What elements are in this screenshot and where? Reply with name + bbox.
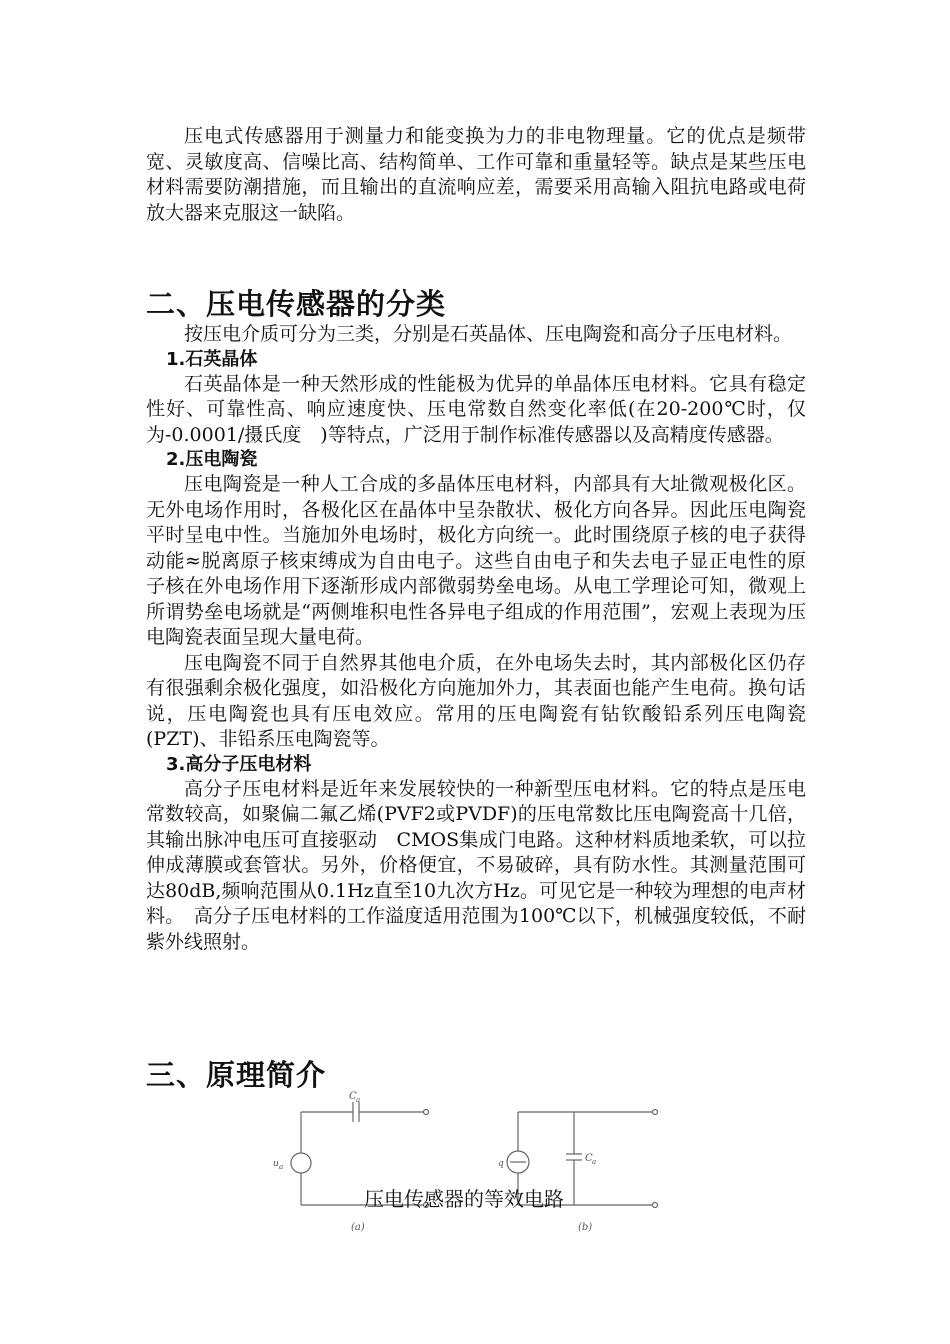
ua-label: u (273, 1159, 279, 1169)
intro-paragraph: 压电式传感器用于测量力和能变换为力的非电物理量。它的优点是频带宽、灵敏度高、信噪比高、结构简单、工作可靠和重量轻等。缺点是某些压电材料需要防潮措施，而且输出的直流响应差，需要采用高输入阻抗电路或电荷放大器来克服这一缺陷。 (146, 125, 806, 224)
sub3-paragraph: 高分子压电材料是近年来发展较快的一种新型压电材料。它的特点是压电常数较高，如聚偏二氟乙烯(PVF2或PVDF)的压电常数比压电陶瓷高十几倍，其输出脉冲电压可直接驱动 CMOS集成门电路。这种材料质地柔软，可以拉伸成薄膜或套管状。另外，价格便宜，不易破碎，具有防水性。其测量范围可达80dB,频响范围从0.1Hz直至10九次方Hz。可见它是一种较为理想的电声材料。 高分子压电材料的工作溢度适用范围为100℃以下，机械强度较低，不耐紫外线照射。 (146, 777, 806, 953)
sub2-paragraph1: 压电陶瓷是一种人工合成的多晶体压电材料，内部具有大址微观极化区。无外电场作用时，各极化区在晶体中呈杂散状、极化方向各异。因此压电陶瓷平时呈电中性。当施加外电场时，极化方向统一。此时围绕原子核的电子获得动能≈脱离原子核束缚成为自由电子。这些自由电子和失去电子显正电性的原子核在外电场作用下逐渐形成内部微弱势垒电场。从电工学理论可知，微观上所谓势垒电场就是“两侧堆积电性各异电子组成的作用范围”，宏观上表现为压电陶瓷表面呈现大量电荷。 (146, 473, 806, 648)
section2-heading: 二、压电传感器的分类 (146, 287, 447, 321)
section2-heading-wrap (146, 282, 806, 323)
sub1-heading: 1.石英晶体 (166, 348, 258, 370)
sub1-paragraph: 石英晶体是一种天然形成的性能极为优异的单晶体压电材料。它具有稳定性好、可靠性高、响应速度快、压电常数自然变化率低(在20-200℃时，仅为-0.0001/摄氏度 )等特点，广泛用于制作标准传感器以及高精度传感器。 (146, 372, 806, 446)
section2-body (146, 322, 806, 955)
label-a: (a) (351, 1222, 365, 1233)
intro-section (146, 124, 806, 226)
label-b: (b) (578, 1222, 593, 1233)
ua-sub: a (279, 1163, 284, 1171)
ca-right-sub: a (592, 1158, 597, 1166)
section3-heading: 三、原理简介 (146, 1058, 327, 1092)
equivalent-circuit-figure (260, 1085, 680, 1235)
sub2-paragraph2: 压电陶瓷不同于自然界其他电介质，在外电场失去时，其内部极化区仍存有很强剩余极化强度，如沿极化方向施加外力，其表面也能产生电荷。换句话说，压电陶瓷也具有压电效应。常用的压电陶瓷有钻钦酸铅系列压电陶瓷(PZT)、非铅系压电陶瓷等。 (146, 651, 806, 750)
section2-intro: 按压电介质可分为三类，分别是石英晶体、压电陶瓷和高分子压电材料。 (184, 323, 793, 345)
ca-top-sub: a (356, 1096, 361, 1104)
q-label: q (498, 1159, 504, 1169)
sub2-heading: 2.压电陶瓷 (166, 449, 258, 470)
ca-top-label: C (349, 1091, 357, 1102)
ca-right-label: C (585, 1153, 593, 1164)
figure-caption: 压电传感器的等效电路 (364, 1187, 564, 1211)
sub3-heading: 3.高分子压电材料 (166, 753, 312, 775)
